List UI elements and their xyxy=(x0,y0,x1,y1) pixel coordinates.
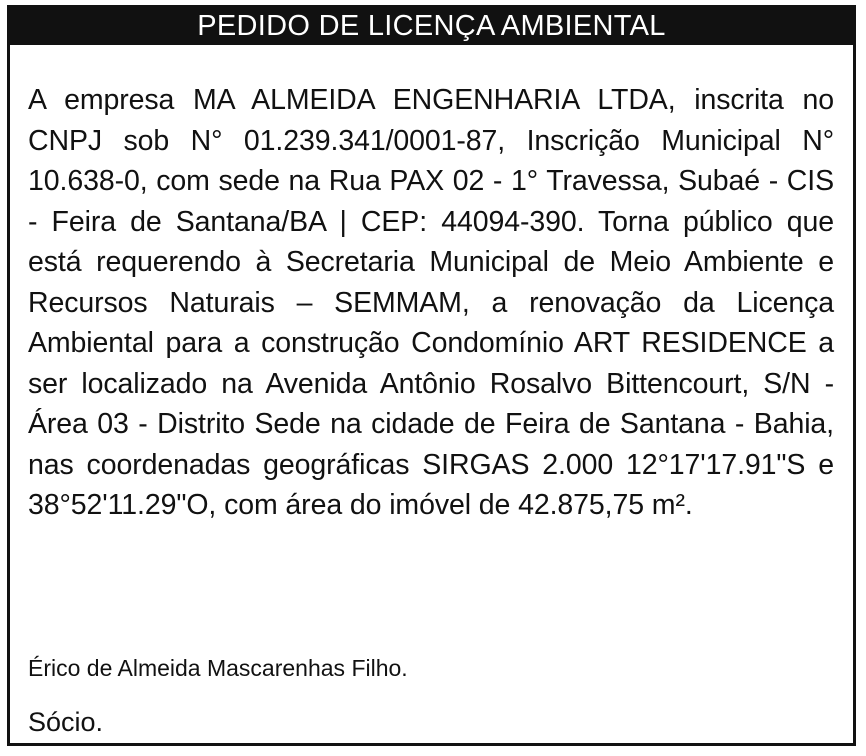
environmental-license-notice xyxy=(7,5,856,746)
signatory-role: Sócio. xyxy=(28,707,104,737)
notice-title: PEDIDO DE LICENÇA AMBIENTAL xyxy=(10,8,853,45)
notice-body: A empresa MA ALMEIDA ENGENHARIA LTDA, inscrita no CNPJ sob N° 01.239.341/0001-87, Inscrição Municipal N° 10.638-0, com sede na Rua PAX 02 - 1° Travessa, Subaé - CIS - Feira de Santana/BA | CEP: 44094-390. Torna público que está requerendo à Secretaria Municipal de Meio Ambiente e Recursos Naturais – SEMMAM, a renovação da Licença Ambiental para a construção Condomínio ART RESIDENCE a ser localizado na Avenida Antônio Rosalvo Bittencourt, S/N - Área 03 - Distrito Sede na cidade de Feira de Santana - Bahia, nas coordenadas geográficas SIRGAS 2.000 12°17'17.91"S e 38°52'11.29"O, com área do imóvel de 42.875,75 m². xyxy=(28,84,834,521)
signatory-name: Érico de Almeida Mascarenhas Filho. xyxy=(28,655,408,681)
